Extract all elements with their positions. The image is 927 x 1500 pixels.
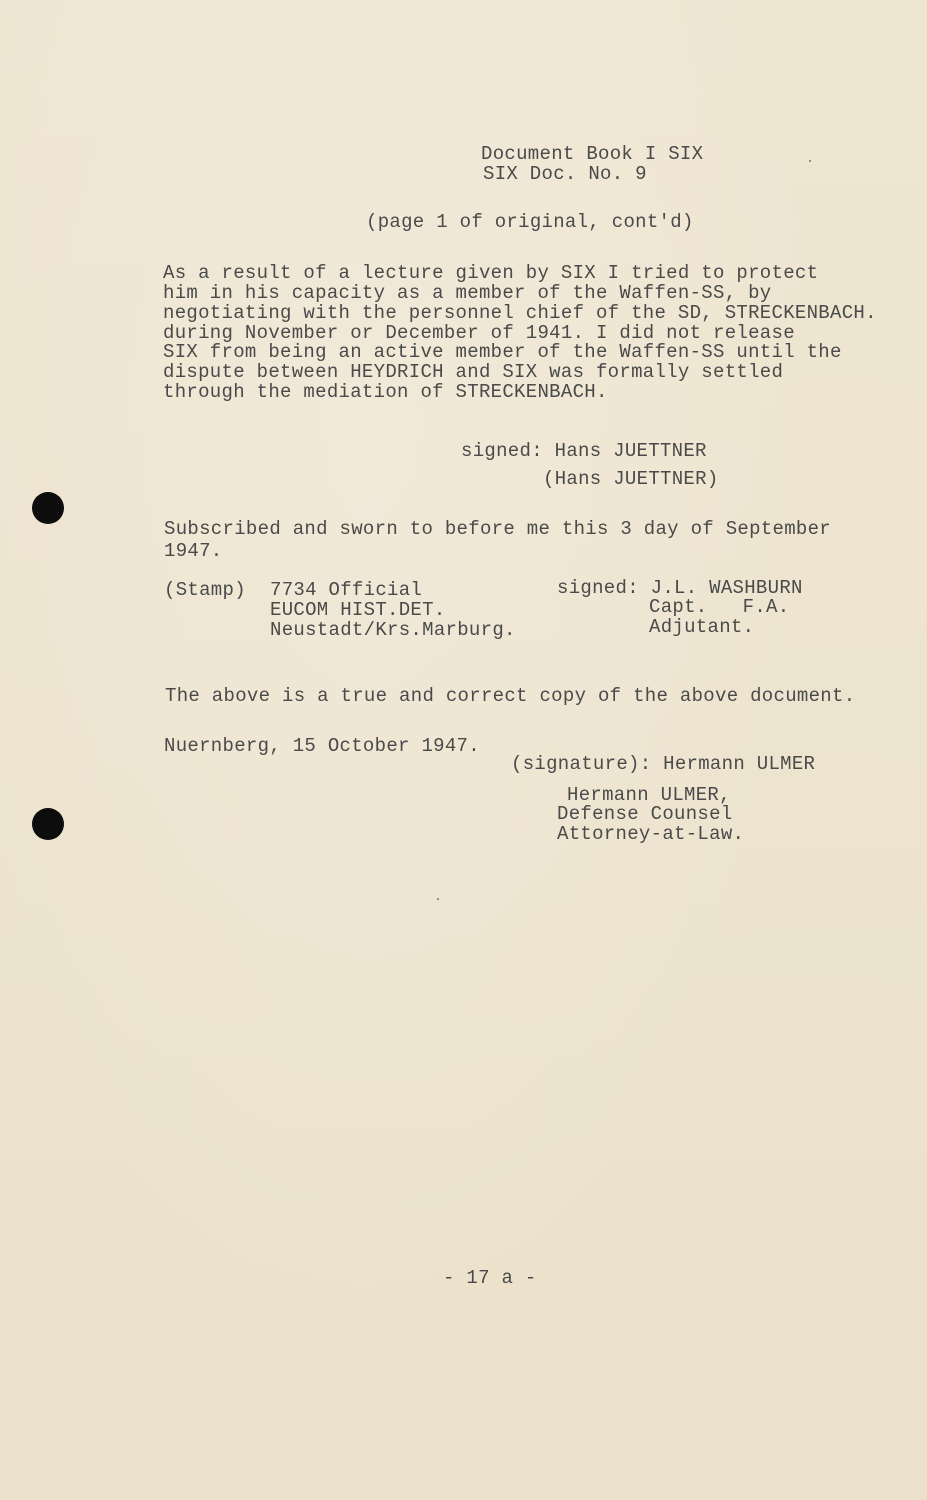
officer-rank: Capt. F.A. (649, 596, 790, 618)
sworn-line-1: Subscribed and sworn to before me this 3 day of September (164, 518, 832, 540)
body-line: him in his capacity as a member of the Waffen-SS, by (163, 282, 772, 304)
page-number: - 17 a - (443, 1267, 537, 1289)
stamp-line-3: Neustadt/Krs.Marburg. (270, 619, 516, 641)
body-line: As a result of a lecture given by SIX I tried to protect (163, 262, 819, 284)
punch-hole-top (32, 492, 64, 524)
punch-hole-bottom (32, 808, 64, 840)
header-book: Document Book I SIX (481, 143, 704, 165)
signature-juettner: signed: Hans JUETTNER (461, 440, 707, 462)
stamp-line-2: EUCOM HIST.DET. (270, 599, 446, 621)
certification: The above is a true and correct copy of the above document. (165, 685, 856, 707)
body-line: dispute between HEYDRICH and SIX was formally settled (163, 361, 784, 383)
body-line: through the mediation of STRECKENBACH. (163, 381, 608, 403)
stray-mark (437, 898, 439, 900)
body-line: negotiating with the personnel chief of the SD, STRECKENBACH. (163, 302, 877, 324)
counsel-title: Defense Counsel (557, 803, 733, 825)
body-line: SIX from being an active member of the Waffen-SS until the (163, 341, 842, 363)
counsel-name: Hermann ULMER, (567, 784, 731, 806)
sworn-line-2: 1947. (164, 540, 223, 562)
body-line: during November or December of 1941. I did not release (163, 322, 795, 344)
page-note: (page 1 of original, cont'd) (366, 211, 694, 233)
header-doc-no: SIX Doc. No. 9 (483, 163, 647, 185)
stray-mark (809, 160, 811, 162)
name-juettner: (Hans JUETTNER) (543, 468, 719, 490)
counsel-signature: (signature): Hermann ULMER (511, 753, 816, 775)
stamp-label: (Stamp) (164, 579, 246, 601)
officer-signature: signed: J.L. WASHBURN (557, 577, 803, 599)
place-date: Nuernberg, 15 October 1947. (164, 735, 480, 757)
officer-role: Adjutant. (649, 616, 755, 638)
counsel-role: Attorney-at-Law. (557, 823, 745, 845)
stamp-line-1: 7734 Official (270, 579, 423, 601)
